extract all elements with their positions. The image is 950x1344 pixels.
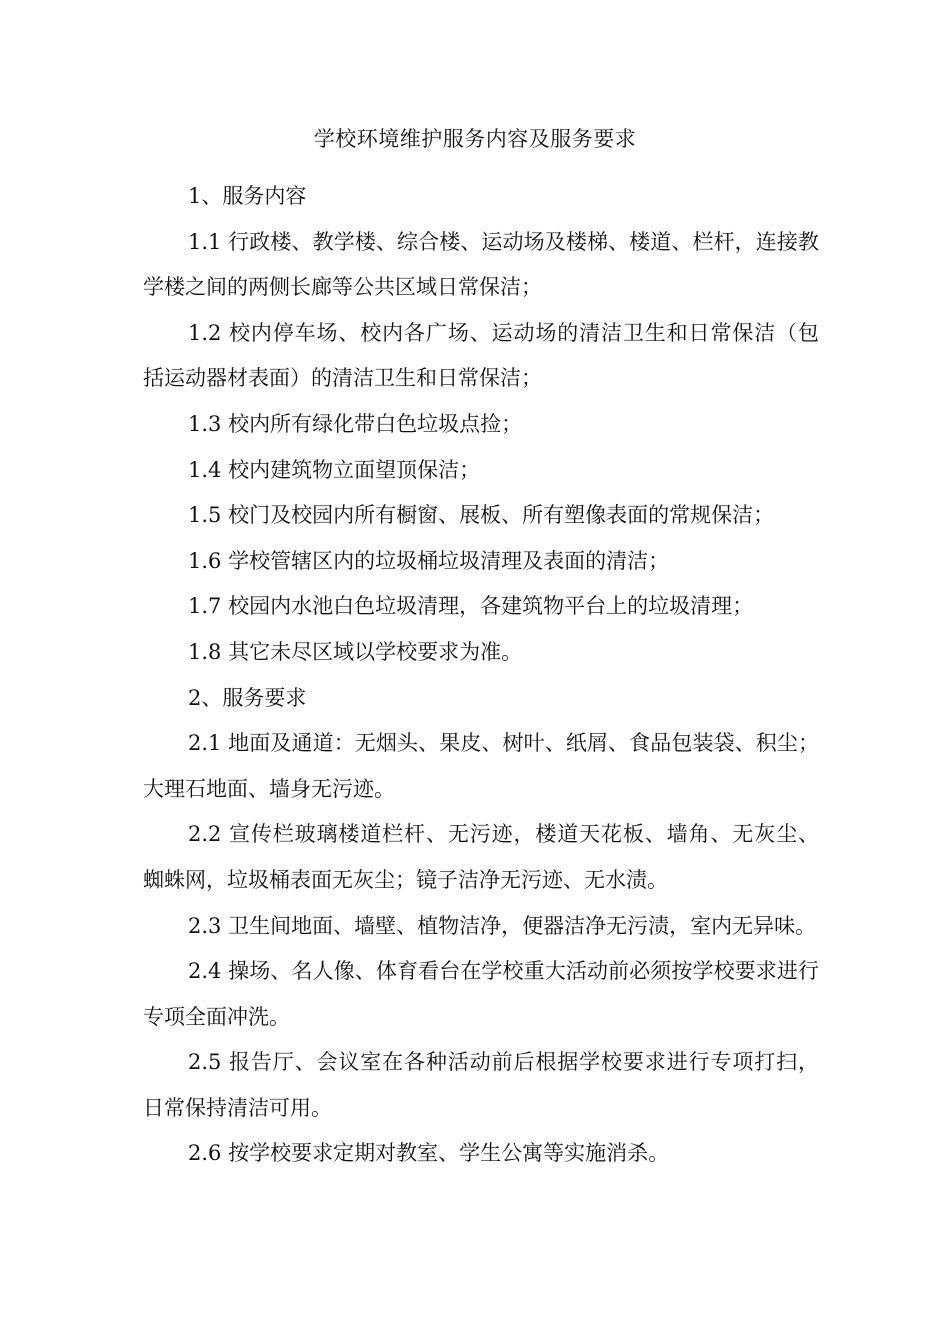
paragraph-2-1: 2.1 地面及通道：无烟头、果皮、树叶、纸屑、食品包装袋、积尘；大理石地面、墙身无污迹。 xyxy=(143,731,819,801)
section-heading-service-requirements: 2、服务要求 xyxy=(188,685,307,710)
paragraph-2-5: 2.5 报告厅、会议室在各种活动前后根据学校要求进行专项打扫， 日常保持清洁可用。 xyxy=(143,1050,819,1120)
section-heading-service-content: 1、服务内容 xyxy=(188,184,307,208)
paragraph-1-1: 1.1 行政楼、教学楼、综合楼、运动场及楼梯、楼道、栏杆，连接教学楼之间的两侧长廊等公共区域日常保洁； xyxy=(143,229,819,300)
paragraph-2-6: 2.6 按学校要求定期对教室、学生公寓等实施消杀。 xyxy=(188,1141,670,1166)
paragraph-1-6: 1.6 学校管辖区内的垃圾桶垃圾清理及表面的清洁； xyxy=(188,548,670,573)
paragraph-1-2: 1.2 校内停车场、校内各广场、运动场的清洁卫生和日常保洁（包 括运动器材表面）的清洁卫生和日常保洁； xyxy=(143,320,819,391)
paragraph-1-4: 1.4 校内建筑物立面望顶保洁； xyxy=(188,457,481,482)
paragraph-1-5: 1.5 校门及校园内所有橱窗、展板、所有塑像表面的常规保洁； xyxy=(188,503,775,528)
paragraph-1-7: 1.7 校园内水池白色垃圾清理，各建筑物平台上的垃圾清理； xyxy=(188,594,754,619)
paragraph-2-3: 2.3 卫生间地面、墙壁、植物洁净，便器洁净无污渍，室内无异味。 xyxy=(188,913,817,938)
paragraph-2-4: 2.4 操场、名人像、体育看台在学校重大活动前必须按学校要求进行专项全面冲洗。 xyxy=(143,959,819,1029)
paragraph-1-3: 1.3 校内所有绿化带白色垃圾点捡； xyxy=(188,411,523,436)
document-title: 学校环境维护服务内容及服务要求 xyxy=(313,127,637,151)
document-body xyxy=(143,174,819,1177)
paragraph-1-8: 1.8 其它未尽区域以学校要求为准。 xyxy=(188,639,523,664)
paragraph-2-2: 2.2 宣传栏玻璃楼道栏杆、无污迹，楼道天花板、墙角、无灰尘、 蜘蛛网，垃圾桶表面无灰尘；镜子洁净无污迹、无水渍。 xyxy=(143,822,819,892)
